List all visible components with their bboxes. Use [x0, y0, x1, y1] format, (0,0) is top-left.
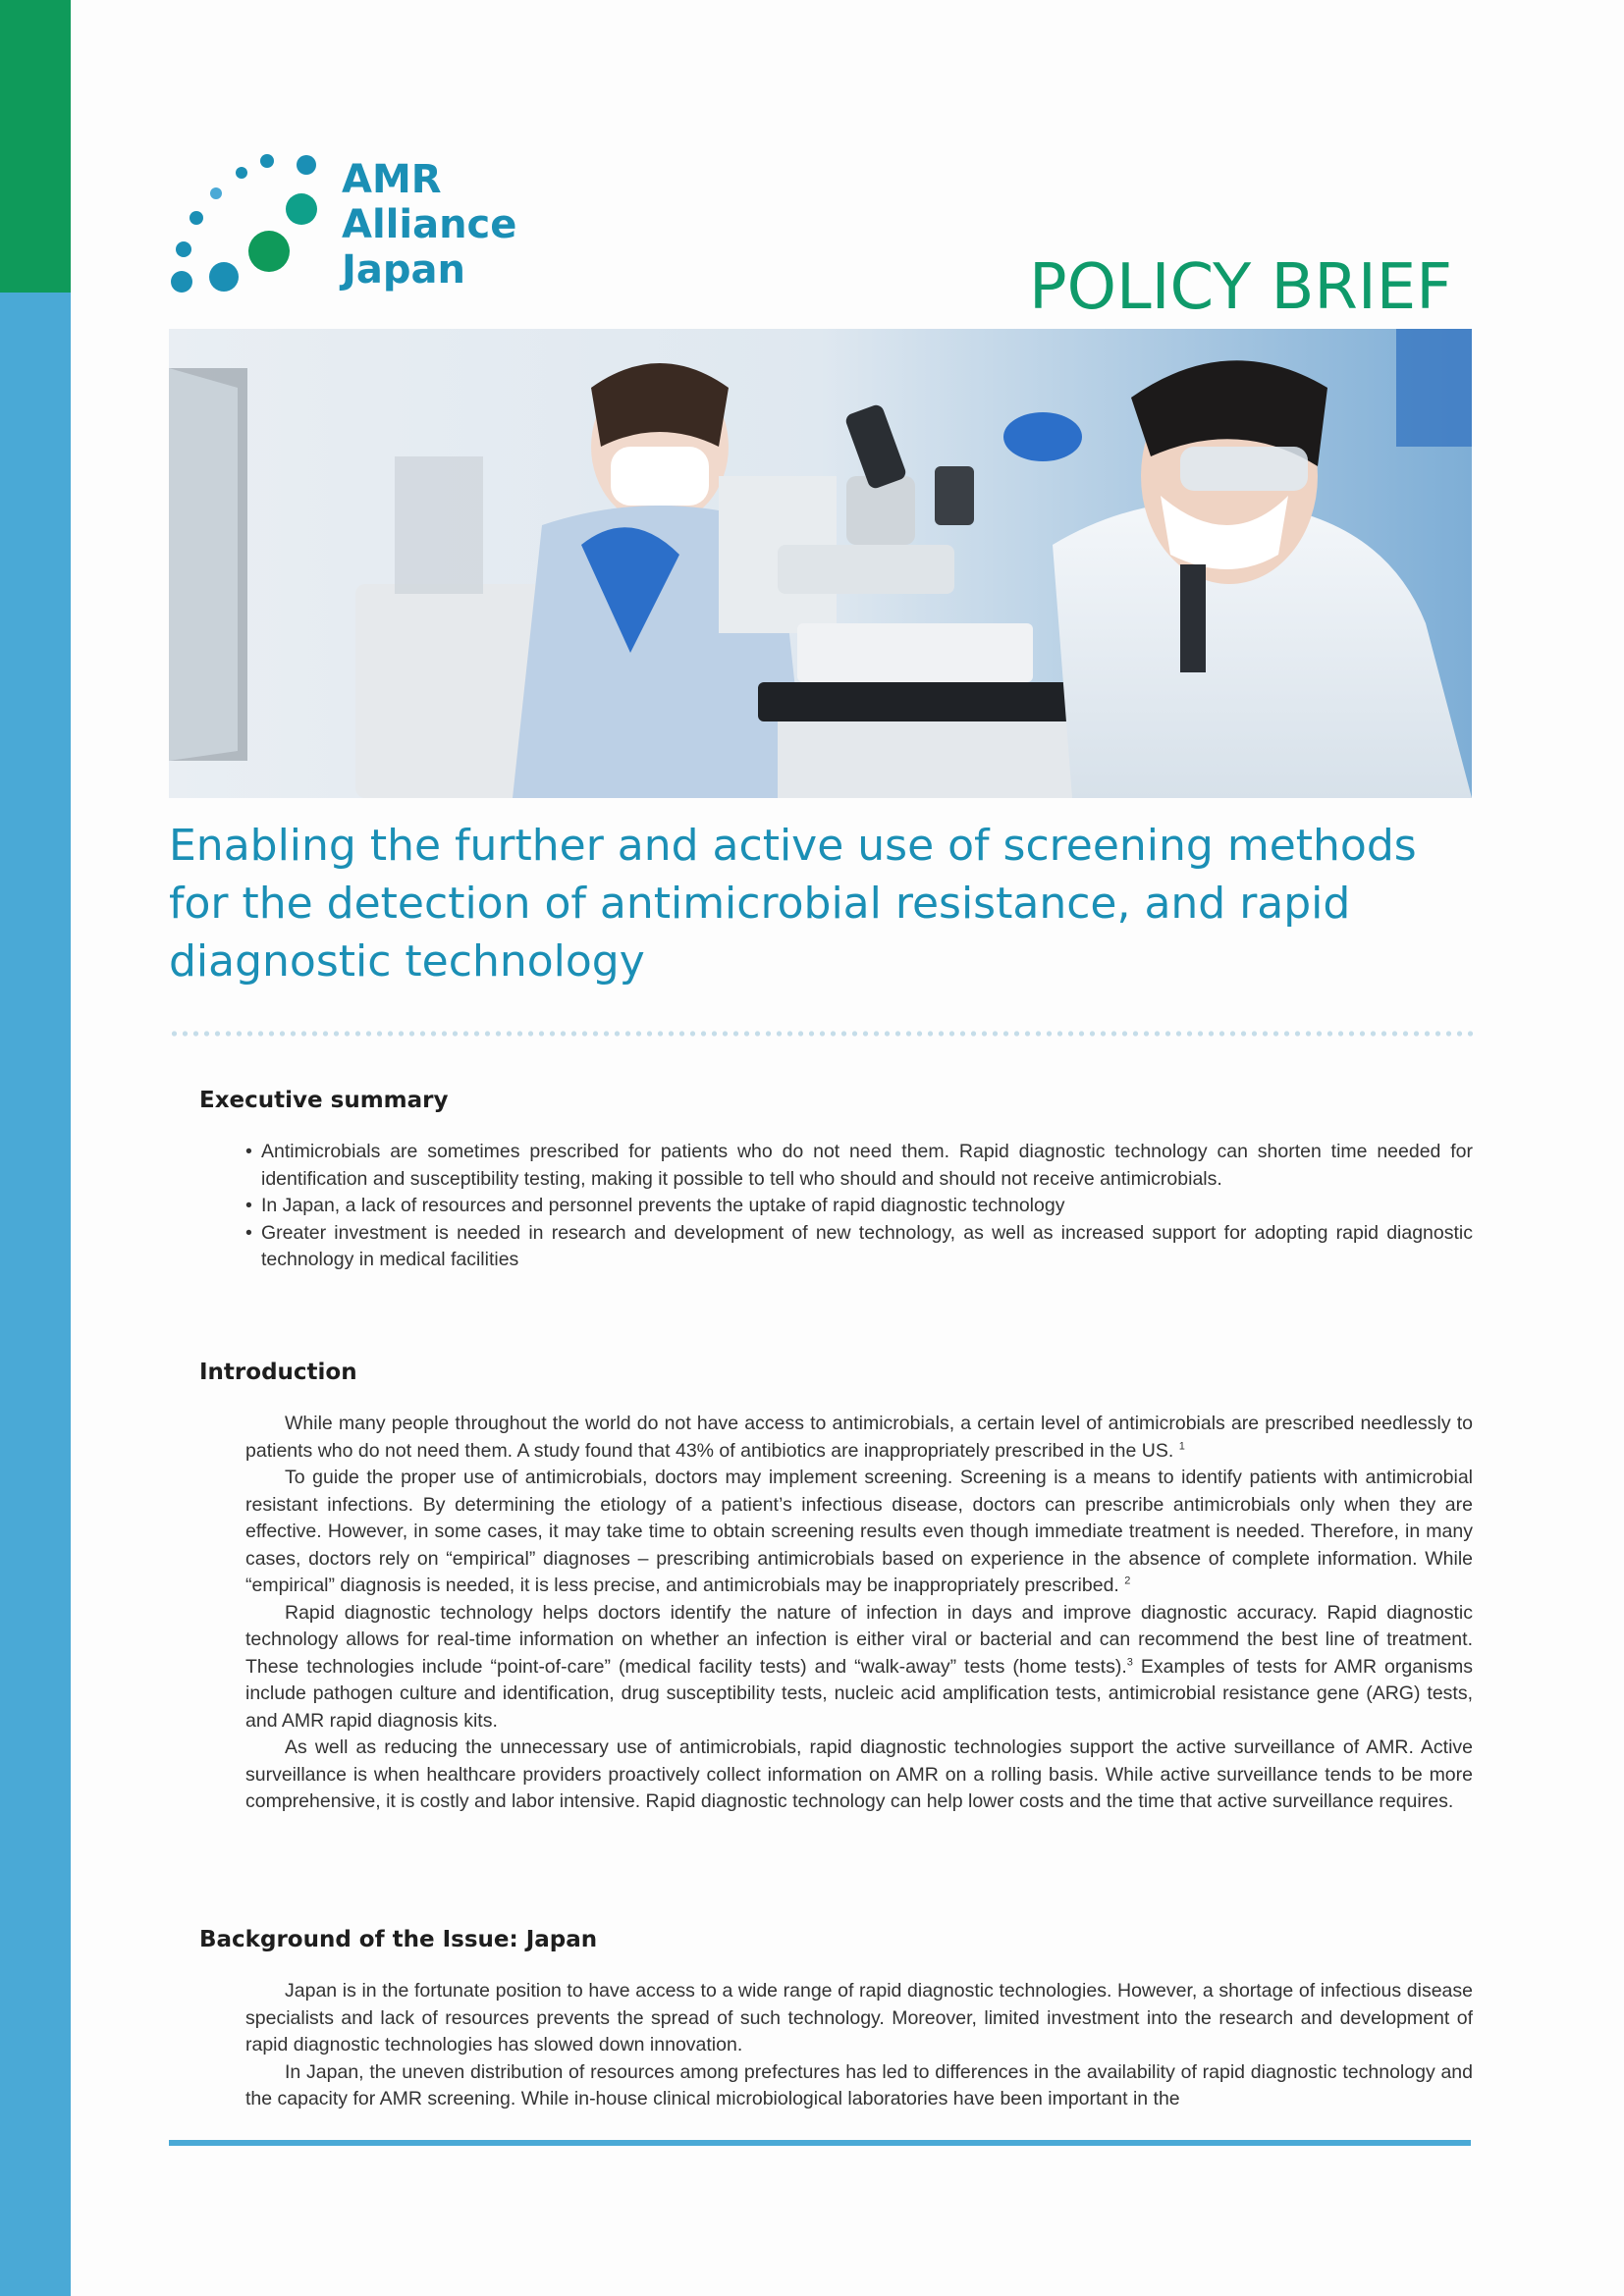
- side-bar-green: [0, 0, 71, 293]
- logo-line-2: Alliance: [342, 202, 517, 247]
- summary-bullet: • In Japan, a lack of resources and personnel prevents the uptake of rapid diagnostic technology: [245, 1193, 1473, 1220]
- lab-scene-illustration: [169, 329, 1472, 798]
- paragraph-text: As well as reducing the unnecessary use of antimicrobials, rapid diagnostic technologies support the active surveillance of AMR. Active surveillance is when healthcare providers proactively collect information on AMR on a rolling basis. While active surveillance tends to be more comprehensive, it is costly and labor intensive. Rapid diagnostic technology can help lower costs and the time that active surveillance requires.: [245, 1736, 1473, 1812]
- footnote-ref: 2: [1124, 1575, 1131, 1587]
- amr-alliance-logo: [167, 147, 520, 304]
- intro-paragraph: [245, 1600, 1473, 1735]
- logo-wordmark: [342, 157, 516, 293]
- logo-dots-icon: [167, 147, 324, 304]
- logo-line-1: AMR: [342, 157, 442, 202]
- background-body: [245, 1978, 1473, 2113]
- executive-summary-list: [245, 1139, 1473, 1274]
- paragraph-text: While many people throughout the world do not have access to antimicrobials, a certain level of antimicrobials are prescribed needlessly to patients who do not need them. A study found that 43% of antibiotics are inappropriately prescribed in the US.: [245, 1413, 1473, 1462]
- dotted-divider: [169, 1031, 1475, 1037]
- footnote-ref: 3: [1126, 1656, 1133, 1668]
- paragraph-text: Rapid diagnostic technology helps doctors identify the nature of infection in days and improve diagnostic accuracy. Rapid diagnostic technology allows for real-time information on whether an infection is either viral or bacterial and can recommend the best line of treatment. These technologies include “point-of-care” (medical facility tests) and “walk-away” tests (home tests).: [245, 1601, 1473, 1678]
- intro-paragraph: [245, 1735, 1473, 1816]
- intro-paragraph: [245, 1465, 1473, 1600]
- summary-bullet: • Greater investment is needed in research and development of new technology, as well as increased support for adopting rapid diagnostic technology in medical facilities: [245, 1220, 1473, 1274]
- document-title: [169, 817, 1475, 990]
- paragraph-text: In Japan, the uneven distribution of resources among prefectures has led to differences in the availability of rapid diagnostic technology and the capacity for AMR screening. While in-house clinical microbiological laboratories have been important in the: [245, 2060, 1473, 2109]
- paragraph-text: Japan is in the fortunate position to have access to a wide range of rapid diagnostic technologies. However, a shortage of infectious disease specialists and lack of resources prevents the spread of such technology. Moreover, limited investment into the research and development of rapid diagnostic technologies has slowed down innovation.: [245, 1980, 1473, 2056]
- hero-lab-photo: [169, 329, 1472, 798]
- introduction-heading: Introduction: [199, 1360, 357, 1385]
- background-heading: Background of the Issue: Japan: [199, 1927, 598, 1952]
- title-line: diagnostic technology: [169, 936, 645, 987]
- policy-brief-label: POLICY BRIEF: [1029, 251, 1452, 324]
- introduction-body: [245, 1411, 1473, 1816]
- title-line: Enabling the further and active use of screening methods: [169, 821, 1417, 871]
- logo-line-3: Japan: [342, 247, 465, 293]
- intro-paragraph: [245, 1411, 1473, 1465]
- paragraph-text: To guide the proper use of antimicrobials, doctors may implement screening. Screening is a means to identify patients with antimicrobial resistant infections. By determining the etiology of a patient’s infectious disease, doctors can prescribe antimicrobials only when they are effective. However, in some cases, it may take time to obtain screening results even though immediate treatment is needed. Therefore, in many cases, doctors rely on “empirical” diagnoses – prescribing antimicrobials based on experience in the absence of complete information. While “empirical” diagnosis is needed, it is less precise, and antimicrobials may be inappropriately prescribed.: [245, 1467, 1473, 1596]
- title-line: for the detection of antimicrobial resistance, and rapid: [169, 879, 1351, 929]
- footnote-ref: 1: [1178, 1440, 1185, 1452]
- background-paragraph: [245, 1978, 1473, 2059]
- executive-summary-heading: Executive summary: [199, 1088, 449, 1113]
- background-paragraph: [245, 2059, 1473, 2113]
- bottom-divider: [169, 2140, 1471, 2146]
- paragraph-text: Examples of tests for AMR organisms include pathogen culture and identification, drug susceptibility tests, nucleic acid amplification tests, antimicrobial resistance gene (ARG) tests, and AMR rapid diagnosis kits.: [245, 1655, 1474, 1732]
- side-bar-blue: [0, 293, 71, 2296]
- summary-bullet: • Antimicrobials are sometimes prescribed for patients who do not need them. Rapid diagnostic technology can shorten time needed for identification and susceptibility testing, making it possible to tell who should and should not receive antimicrobials.: [245, 1139, 1473, 1193]
